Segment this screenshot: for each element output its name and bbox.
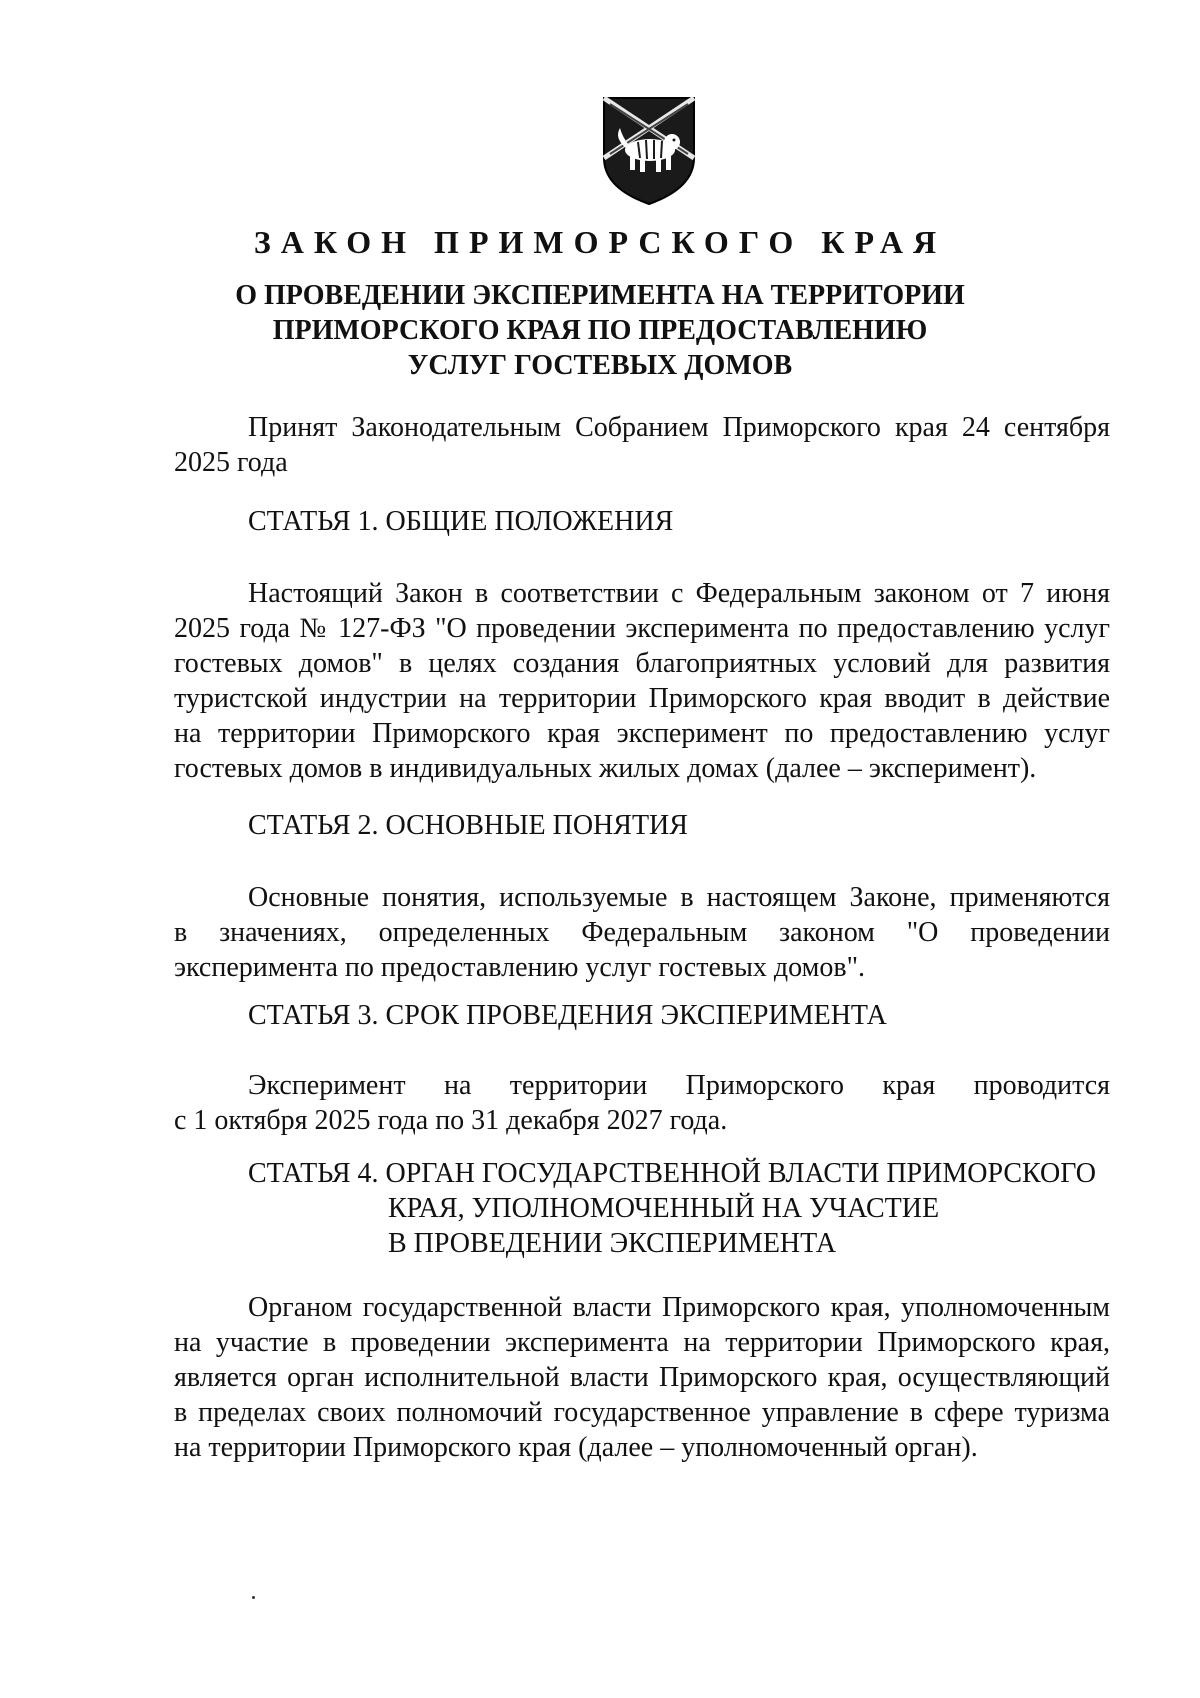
adoption-note — [174, 410, 1110, 480]
article-4-body — [174, 1290, 1110, 1465]
article-3-heading: СТАТЬЯ 3. СРОК ПРОВЕДЕНИЯ ЭКСПЕРИМЕНТА — [248, 1000, 887, 1031]
paragraph-line: Органом государственной власти Приморского края, уполномоченным — [248, 1292, 1110, 1323]
paragraph-line: на участие в проведении эксперимента на территории Приморского края, — [174, 1327, 1110, 1358]
paragraph-line: с 1 октября 2025 года по 31 декабря 2027 года. — [174, 1105, 728, 1136]
paragraph-line: гостевых домов" в целях создания благоприятных условий для развития — [174, 648, 1110, 679]
document-title: ЗАКОН ПРИМОРСКОГО КРАЯ — [253, 224, 947, 260]
paragraph-line: на территории Приморского края эксперимент по предоставлению услуг — [174, 718, 1110, 749]
paragraph-line: Основные понятия, используемые в настоящем Законе, применяются — [248, 882, 1110, 913]
heading-line: КРАЯ, УПОЛНОМОЧЕННЫЙ НА УЧАСТИЕ — [388, 1193, 940, 1224]
article-4-heading — [248, 1156, 1096, 1261]
paragraph-line: в значениях, определенных Федеральным законом "О проведении — [174, 917, 1110, 948]
article-2-body — [174, 880, 1110, 985]
document-subtitle — [0, 278, 1200, 383]
adoption-line: 2025 года — [174, 447, 288, 478]
paragraph-line: 2025 года № 127-ФЗ "О проведении эксперимента по предоставлению услуг — [174, 613, 1110, 644]
article-2-heading: СТАТЬЯ 2. ОСНОВНЫЕ ПОНЯТИЯ — [248, 810, 688, 841]
paragraph-line: гостевых домов в индивидуальных жилых домах (далее – эксперимент). — [174, 753, 1037, 784]
article-1-heading: СТАТЬЯ 1. ОБЩИЕ ПОЛОЖЕНИЯ — [248, 506, 674, 537]
article-3-body — [174, 1068, 1110, 1138]
subtitle-line: ПРИМОРСКОГО КРАЯ ПО ПРЕДОСТАВЛЕНИЮ — [272, 315, 928, 346]
adoption-line: Принят Законодательным Собранием Приморского края 24 сентября — [248, 412, 1110, 443]
subtitle-line: О ПРОВЕДЕНИИ ЭКСПЕРИМЕНТА НА ТЕРРИТОРИИ — [235, 280, 965, 311]
paragraph-line: эксперимента по предоставлению услуг гостевых домов". — [174, 952, 866, 983]
article-1-body — [174, 576, 1110, 786]
paragraph-line: является орган исполнительной власти Приморского края, осуществляющий — [174, 1362, 1110, 1393]
paragraph-line: Эксперимент на территории Приморского края проводится — [248, 1070, 1110, 1101]
scan-speck — [252, 1596, 255, 1599]
coat-of-arms-icon — [600, 96, 698, 208]
paragraph-line: Настоящий Закон в соответствии с Федеральным законом от 7 июня — [248, 578, 1110, 609]
subtitle-line: УСЛУГ ГОСТЕВЫХ ДОМОВ — [407, 350, 793, 381]
heading-line: СТАТЬЯ 4. ОРГАН ГОСУДАРСТВЕННОЙ ВЛАСТИ ПРИМОРСКОГО — [248, 1158, 1096, 1189]
paragraph-line: в пределах своих полномочий государственное управление в сфере туризма — [174, 1397, 1110, 1428]
paragraph-line: туристской индустрии на территории Приморского края вводит в действие — [174, 683, 1110, 714]
paragraph-line: на территории Приморского края (далее – уполномоченный орган). — [174, 1432, 978, 1463]
heading-line: В ПРОВЕДЕНИИ ЭКСПЕРИМЕНТА — [388, 1228, 837, 1259]
